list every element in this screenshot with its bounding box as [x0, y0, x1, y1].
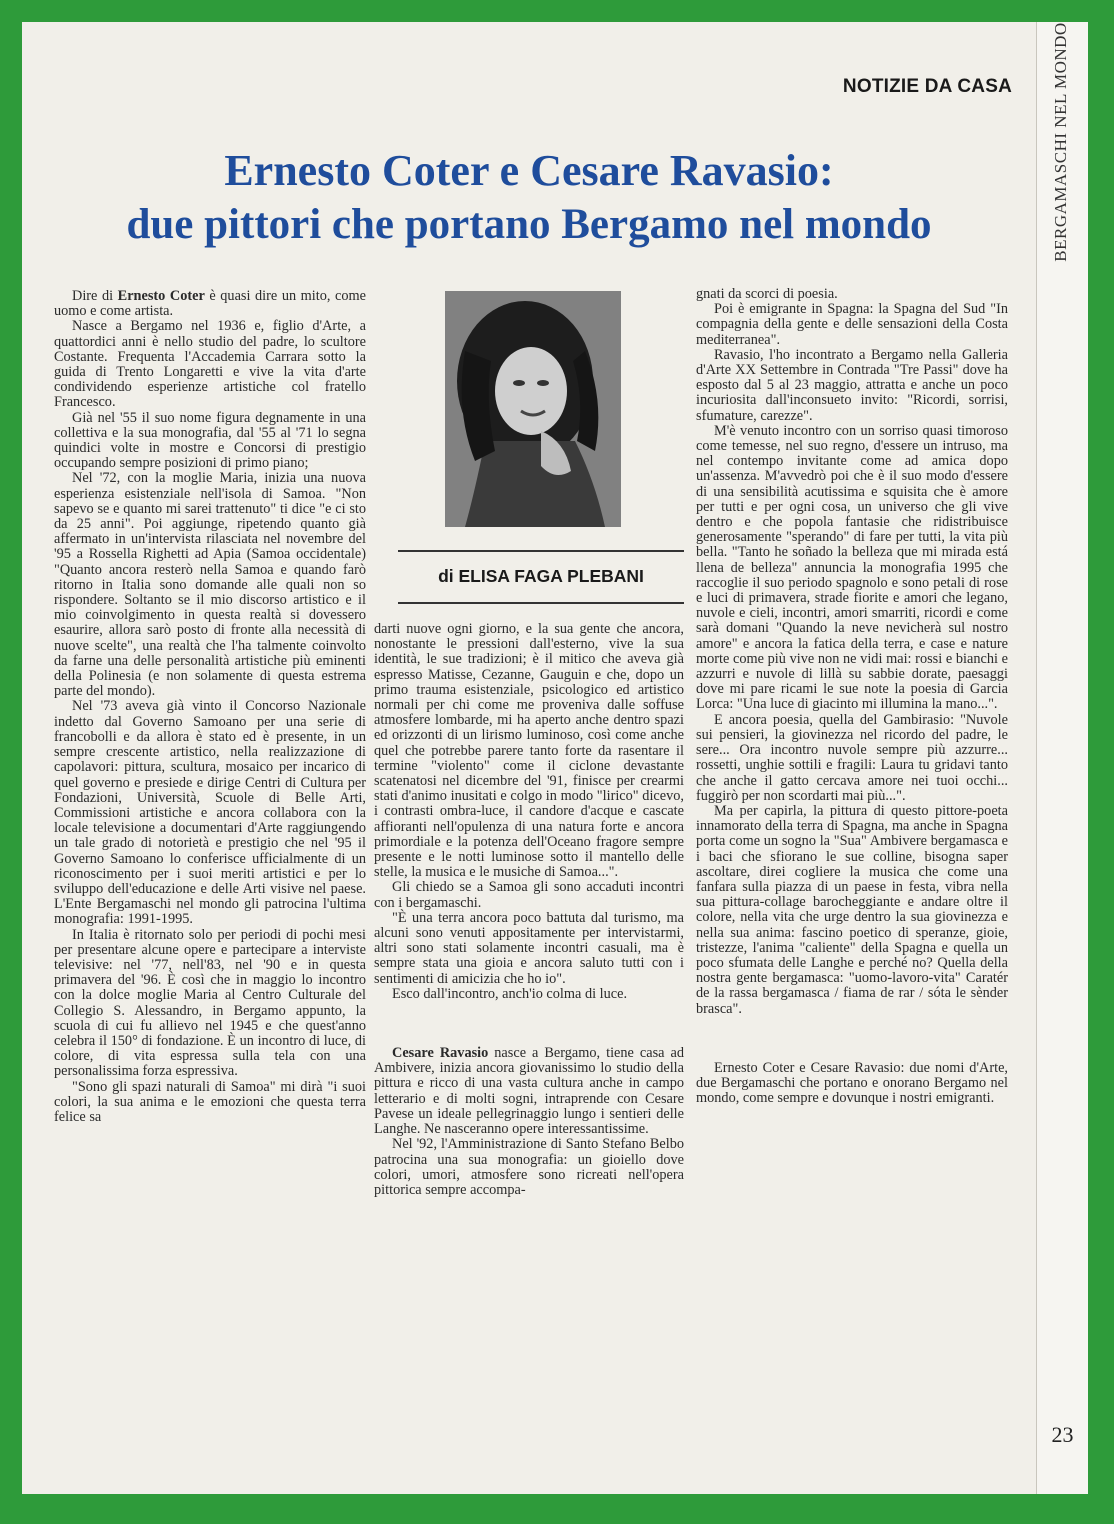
- paragraph: Ravasio, l'ho incontrato a Bergamo nella Galleria d'Arte XX Settembre in Contrada "Tre Passi" dove ha esposto dal 5 al 23 maggio, attratta e anche un poco incuriosita dall'inconsueto invito: "Ricordi, sorrisi, sfumature, carezze".: [696, 346, 1008, 424]
- paragraph: Poi è emigrante in Spagna: la Spagna del Sud "In compagnia della gente e delle sensazioni della Costa mediterranea".: [696, 301, 1008, 348]
- paragraph: Dire di Ernesto Coter è quasi dire un mito, come uomo e come artista.: [54, 288, 366, 320]
- paragraph: Nel '72, con la moglie Maria, inizia una nuova esperienza esistenziale nell'isola di Samoa. "Non sapevo se e quanto mi sarei trattenuto" ti dice "e ci sto da 25 anni". Poi aggiunge, ripetendo quanto già affermato in un'intervista rilasciata nel novembre del '95 a Rossella Righetti ad Apia (Samoa occidentale) "Quanto ancora resterò nella Samoa e quando farò ritorno in Italia sono domande alle quali non so rispondere. Soltanto se il mio discorso artistico e il mio coinvolgimento in questa realtà si dovessero esaurire, allora sarò posto di fronte alla necessità di nuove scelte", una realtà che l'ha talmente coinvolto da farne una delle personalità artistiche più eminenti della Polinesia (e non solamente di questa estrema parte del mondo).: [54, 470, 366, 700]
- paragraph-gap: [374, 1002, 684, 1046]
- section-label: NOTIZIE DA CASA: [842, 76, 1012, 97]
- headline-line-1: Ernesto Coter e Cesare Ravasio:: [224, 146, 834, 195]
- paragraph: Nel '73 aveva già vinto il Concorso Nazionale indetto dal Governo Samoano per una serie di francobolli e da allora è stato ed è presente, in un sempre crescente artistico, nella realizzazione di capolavori: pittura, scultura, mosaico per incarico di quel governo e presiede e dirige Centri di Cultura per Fondazioni, Università, Scuole di Belle Arti, Commissioni artistiche e ancora collabora con la locale televisione a documentari d'Arte raggiungendo un tale grado di notorietà e prestigio che nel '95 il Governo Samoano lo conferisce ufficialmente di un riconoscimento per i suoi meriti artistici e per lo sviluppo dell'educazione e delle Arti visive nel paese. L'Ente Bergamaschi nel mondo gli patrocina l'ultima monografia: 1991-1995.: [54, 698, 366, 928]
- page-number: 23: [1051, 1422, 1074, 1447]
- magazine-page: [22, 22, 1036, 1494]
- byline-box: [398, 550, 684, 604]
- publication-side-label: BERGAMASCHI NEL MONDO: [1051, 22, 1070, 262]
- person-name: Ernesto Coter: [117, 288, 205, 304]
- paragraph: Cesare Ravasio nasce a Bergamo, tiene casa ad Ambivere, inizia ancora giovanissimo lo studio della pittura e ricco di una vasta cultura anche in campo letterario e di molti sogni, intraprende con Cesare Pavese un ideale pellegrinaggio lungo i sentieri delle Langhe. Ne nasceranno opere interessantissime.: [374, 1045, 684, 1138]
- paragraph: In Italia è ritornato solo per periodi di pochi mesi per presentare alcune opere e partecipare a interviste televisive: nel '77, nell'83, nel '90 e in questa primavera del '96. È così che in maggio lo incontro con la dolce moglie Maria al Centro Culturale del Collegio S. Alessandro, in Bergamo appunto, la scuola di cui fu allievo nel 1945 e che quest'anno celebra il 150° di fondazione. È un incontro di luce, di colore, di vita espressa sulla tela con una personalissima forza espressiva.: [54, 926, 366, 1080]
- paragraph: E ancora poesia, quella del Gambirasio: "Nuvole sui pensieri, la giovinezza nel ricordo del padre, le sere... Ora incontro nuvole sempre più azzurre... rossetti, unghie sottili e fragili: Laura tu gridavi tanto che anche il gatto cercava amore nei tuoi occhi... fuggirò per non scordarti mai più...".: [696, 711, 1008, 804]
- paragraph: "È una terra ancora poco battuta dal turismo, ma alcuni sono venuti appositamente per intervistarmi, altri sono stati solamente incontri casuali, ma è sempre stata una gioia e ancora saluto tutti con i sentimenti di amicizia che ho io".: [374, 909, 684, 987]
- paragraph: darti nuove ogni giorno, e la sua gente che ancora, nonostante le pressioni dall'esterno, vive la sua identità, le sue tradizioni; è il mitico che aveva già espresso Matisse, Cezanne, Gauguin e che, dopo un primo trauma esistenziale, psicologico ed artistico normali per chi come me proveniva dalle soffuse atmosfere lombarde, mi ha aperto anche dentro spazi ed orizzonti di un lirismo luminoso, così come anche quel che potrebbe parere tanto forte da rasentare il termine "violento" come il ciclone devastante scatenatosi nel dicembre del '91, finisce per crearmi stati d'animo inusitati e colgo in modo "lirico" dicevo, i contrasti ombra-luce, il candore d'acque e cascate affioranti nell'opulenza di una natura forte e ancora primordiale e la potenza dell'Oceano fragore sempre presente e le notti luminose sotto il mantello delle stelle, la musica e le musiche di Samoa...".: [374, 621, 684, 881]
- author-byline: di ELISA FAGA PLEBANI: [438, 566, 644, 586]
- person-name: Cesare Ravasio: [392, 1045, 489, 1062]
- paragraph: Già nel '55 il suo nome figura degnamente in una collettiva e la sua monografia, dal '55 al '71 lo segna quindici volte in mostre e Concorsi di prestigio occupando sempre posizioni di primo piano;: [54, 409, 366, 472]
- paragraph: Nasce a Bergamo nel 1936 e, figlio d'Arte, a quattordici anni è nello studio del padre, lo scultore Costante. Frequenta l'Accademia Carrara sotto la guida di Trento Longaretti e vive la vita d'arte condividendo esperienze artistiche col fratello Francesco.: [54, 318, 366, 411]
- paragraph: Esco dall'incontro, anch'io colma di luce.: [392, 985, 628, 1002]
- paragraph: Ma per capirla, la pittura di questo pittore-poeta innamorato della terra di Spagna, ma anche in Spagna porta come un sogno la "Sua" Ambivere bergamasca e i baci che sfiorano le sue colline, bisogna saper ascoltare, direi cogliere la musica che come una fanfara sulla piazza di un paese in festa, vibra nella sua pittura-collage barocheggiante e andare oltre il colore, nella vita che urge dentro la sua giovinezza e nella sua anima: fascino poetico di speranze, gioie, tristezze, l'anima "caliente" della Spagna e quella un poco sfumata delle Langhe e perché no? Quella della nostra gente bergamasca: "uomo-lavoro-vita" Caratér de la rassa bergamasca / fiama de rar / sóta le sènder brasca".: [696, 802, 1008, 1017]
- article-headline: [22, 144, 1036, 252]
- paragraph-gap: [696, 1017, 1008, 1061]
- article-column-1: [54, 289, 366, 1125]
- paragraph: Ernesto Coter e Cesare Ravasio: due nomi d'Arte, due Bergamaschi che portano e onorano Bergamo nel mondo, come sempre e dovunque i nostri emigranti.: [696, 1059, 1008, 1107]
- article-column-3: [696, 287, 1008, 1106]
- author-portrait-photo: [445, 291, 621, 527]
- paragraph: gnati da scorci di poesia.: [696, 286, 838, 302]
- paragraph: M'è venuto incontro con un sorriso quasi timoroso come temesse, nel suo regno, d'essere un intruso, ma nel contempo invitante come ad amica dopo un'assenza. M'avvedrò poi che è il suo modo d'essere di una sensibilità acutissima e squisita che è amore per tutti e per ogni cosa, un universo che gli vive dentro e che popola fantasie che ridistribuisce generosamente "sperando" di fare per tutti, la vita più bella. "Tanto he soñado la belleza que mi mirada está llena de belleza" annuncia la monografia 1995 che raccoglie il suo periodo spagnolo e sono petali di rose e luci di primavera, strade fiorite e amori che legano, nuvole e cieli, incontri, amori smarriti, ricordi e come sarà domani "Quando la neve nevicherà sul nostro amore" e ancora la fatica della terra, e case e nature morte come più vive non ne vidi mai: rossi e bianchi e azzurri e nuvole di lillà su sabbie dorate, paesaggi dove mi pare ricami le sue note la poesia di Garcia Lorca: "Una luce di giacinto mi illumina la mano...".: [696, 422, 1008, 713]
- side-strip: [1036, 22, 1088, 1494]
- paragraph: Nel '92, l'Amministrazione di Santo Stefano Belbo patrocina una sua monografia: un gioiello dove colori, umori, atmosfere sono ricreati nell'opera pittorica sempre accompa-: [374, 1136, 684, 1198]
- article-column-2: [374, 622, 684, 1198]
- headline-line-2: due pittori che portano Bergamo nel mondo: [126, 201, 932, 248]
- paragraph: "Sono gli spazi naturali di Samoa" mi dirà "i suoi colori, la sua anima e le emozioni che questa terra felice sa: [54, 1078, 366, 1125]
- paragraph: Gli chiedo se a Samoa gli sono accaduti incontri con i bergamaschi.: [374, 879, 684, 911]
